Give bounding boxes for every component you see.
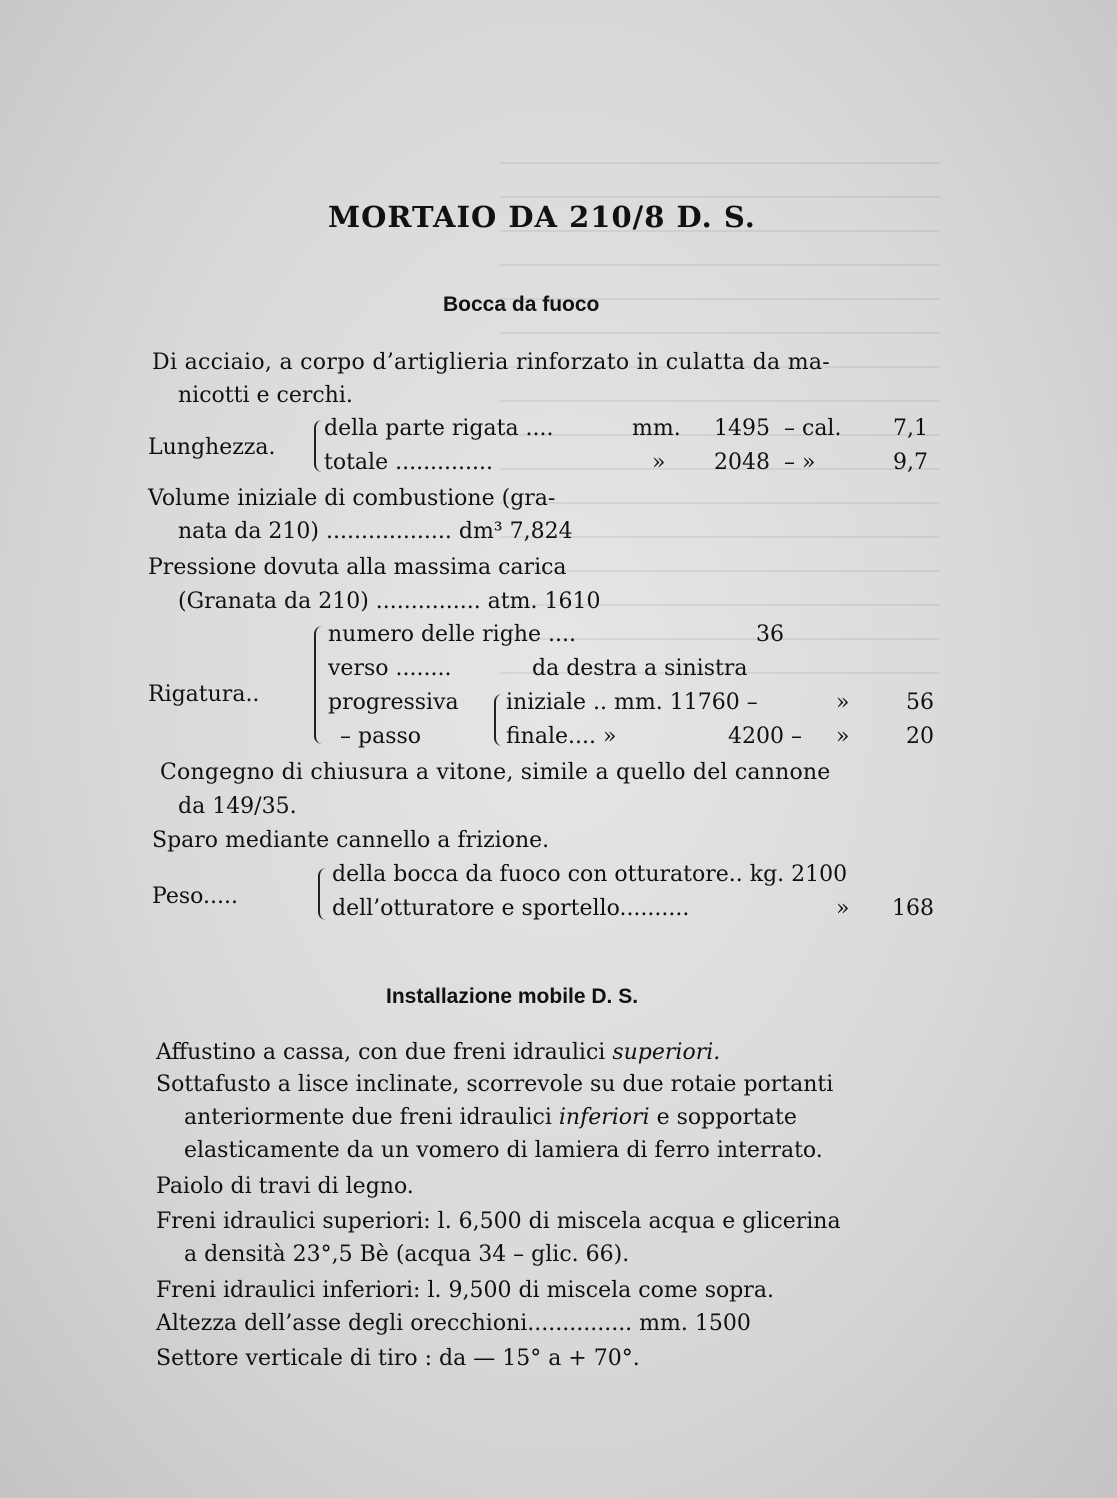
rigatura-finale: finale.... » — [506, 724, 617, 749]
paiolo-line: Paiolo di travi di legno. — [156, 1174, 414, 1199]
lunghezza-row-2-mm: 2048 — [714, 450, 770, 475]
sottafusto-italic: inferiori — [558, 1105, 650, 1130]
rigatura-passo-brace — [494, 694, 506, 746]
freni-inferiori-line: Freni idraulici inferiori: l. 9,500 di miscela come sopra. — [156, 1278, 774, 1303]
peso-label: Peso..... — [152, 884, 238, 909]
affustino-line — [156, 1040, 720, 1066]
peso-row-2-text: dell’otturatore e sportello.......... — [332, 896, 690, 921]
rigatura-numero-label: numero delle righe .... — [328, 622, 576, 647]
pressione-line-1: Pressione dovuta alla massima carica — [148, 555, 567, 580]
sottafusto-text-a: anteriormente due freni idraulici — [184, 1105, 552, 1130]
rigatura-verso-value: da destra a sinistra — [532, 656, 748, 681]
freni-superiori-line-1: Freni idraulici superiori: l. 6,500 di miscela acqua e glicerina — [156, 1209, 841, 1234]
sottafusto-line-3: elasticamente da un vomero di lamiera di ferro interrato. — [184, 1138, 823, 1163]
sottafusto-line-1: Sottafusto a lisce inclinate, scorrevole su due rotaie portanti — [156, 1072, 834, 1097]
volume-line-2: nata da 210) .................. dm³ 7,824 — [178, 519, 573, 544]
sottafusto-text-c: e sopportate — [656, 1105, 797, 1130]
page-title: MORTAIO DA 210/8 D. S. — [328, 200, 756, 234]
sottafusto-line-2 — [184, 1105, 797, 1131]
congegno-line-1: Congegno di chiusura a vitone, simile a quello del cannone — [160, 760, 831, 785]
affustino-italic: superiori. — [612, 1040, 721, 1065]
rigatura-numero-value: 36 — [756, 622, 784, 647]
settore-line: Settore verticale di tiro : da — 15° a + 70°. — [156, 1346, 640, 1371]
lunghezza-row-1-sep: – cal. — [784, 416, 842, 441]
altezza-line: Altezza dell’asse degli orecchioni............... mm. 1500 — [156, 1311, 751, 1336]
rigatura-iniziale-value: 56 — [906, 690, 934, 715]
lunghezza-label: Lunghezza. — [148, 435, 276, 460]
lunghezza-row-1-mm: 1495 — [714, 416, 770, 441]
rigatura-label: Rigatura.. — [148, 682, 260, 707]
pressione-line-2: (Granata da 210) ............... atm. 1610 — [178, 589, 601, 614]
rigatura-verso-label: verso ........ — [328, 656, 452, 681]
rigatura-finale-mm: 4200 – — [728, 724, 802, 749]
volume-line-1: Volume iniziale di combustione (gra- — [148, 486, 556, 511]
rigatura-passo-label: – passo — [340, 724, 422, 749]
peso-row-1: della bocca da fuoco con otturatore.. kg. 2100 — [332, 862, 848, 887]
rigatura-iniziale: iniziale .. mm. 11760 – — [506, 690, 758, 715]
lunghezza-row-1-cal: 7,1 — [893, 416, 928, 441]
lunghezza-row-2-sep: – » — [784, 450, 816, 475]
lunghezza-row-2-name: totale .............. — [324, 450, 493, 475]
sparo-line: Sparo mediante cannello a frizione. — [152, 828, 550, 853]
lunghezza-row-1-unit: mm. — [632, 416, 681, 441]
freni-superiori-line-2: a densità 23°,5 Bè (acqua 34 – glic. 66). — [184, 1242, 630, 1267]
rigatura-finale-mark: » — [836, 724, 850, 749]
lunghezza-row-2-cal: 9,7 — [893, 450, 928, 475]
rigatura-finale-value: 20 — [906, 724, 934, 749]
lunghezza-row-1-name: della parte rigata .... — [324, 416, 554, 441]
rigatura-progressiva-label: progressiva — [328, 690, 459, 715]
intro-line-1: Di acciaio, a corpo d’artiglieria rinforzato in culatta da ma- — [152, 350, 831, 375]
congegno-line-2: da 149/35. — [178, 794, 297, 819]
intro-line-2: nicotti e cerchi. — [178, 383, 353, 408]
peso-row-2-value: 168 — [892, 896, 934, 921]
affustino-text: Affustino a cassa, con due freni idraulici — [156, 1040, 606, 1065]
section-heading-bocca: Bocca da fuoco — [443, 293, 600, 316]
peso-row-2-mark: » — [836, 896, 850, 921]
rigatura-brace — [314, 626, 326, 744]
section-heading-installazione: Installazione mobile D. S. — [386, 985, 639, 1008]
peso-brace — [318, 868, 330, 920]
lunghezza-row-2-unit: » — [652, 450, 666, 475]
rigatura-iniziale-mark: » — [836, 690, 850, 715]
